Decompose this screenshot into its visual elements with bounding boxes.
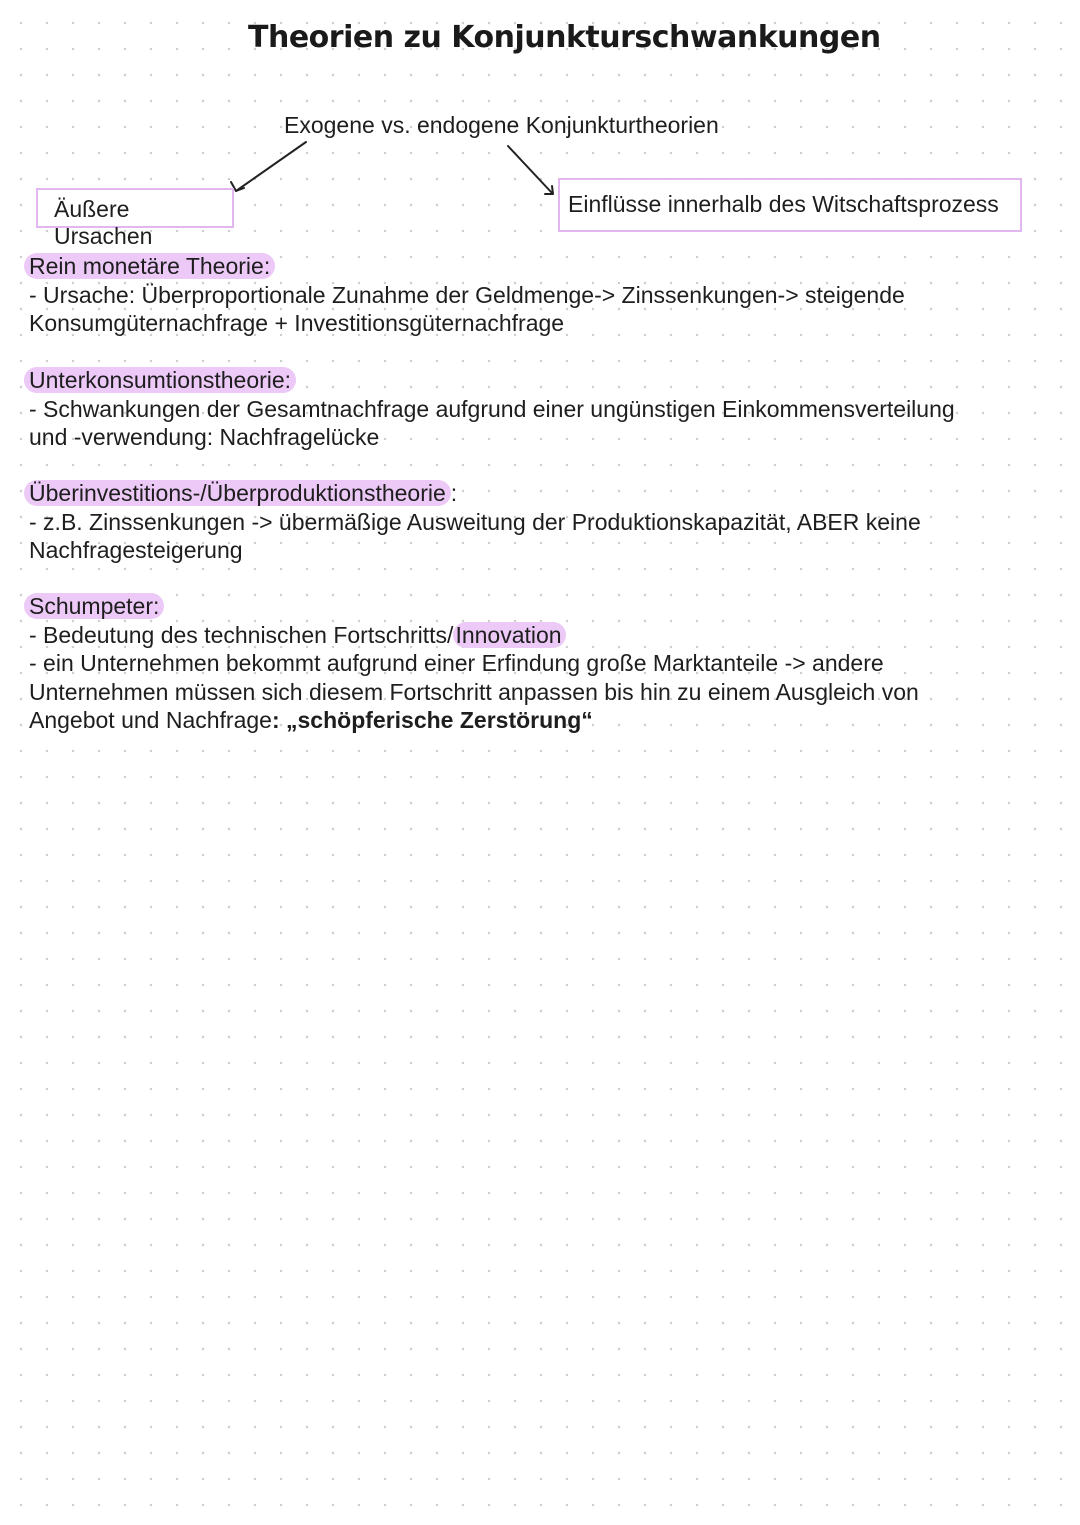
section-line: - Schwankungen der Gesamtnachfrage aufgrund einer ungünstigen Einkommensverteilung xyxy=(29,395,955,422)
section-heading-suffix: : xyxy=(450,480,458,506)
section-line: - ein Unternehmen bekommt aufgrund einer Erfindung große Marktanteile -> andere xyxy=(29,650,884,676)
endogenous-box: Einflüsse innerhalb des Witschaftsprozess xyxy=(558,178,1022,232)
section-heading: Schumpeter: xyxy=(24,593,164,619)
section-overinvestment-theory xyxy=(29,479,921,565)
section-line: - Ursache: Überproportionale Zunahme der Geldmenge-> Zinssenkungen-> steigende xyxy=(29,281,905,308)
section-line: und -verwendung: Nachfragelücke xyxy=(29,424,380,450)
section-line: - Bedeutung des technischen Fortschritts/ xyxy=(29,621,454,648)
section-heading: Rein monetäre Theorie: xyxy=(24,253,275,279)
section-schumpeter xyxy=(29,592,919,735)
subtitle: Exogene vs. endogene Konjunkturtheorien xyxy=(284,112,719,138)
section-underconsumption-theory xyxy=(29,366,955,452)
section-heading: Überinvestitions-/Überproduktionstheorie xyxy=(24,480,451,506)
section-monetary-theory xyxy=(29,252,905,338)
section-line: - z.B. Zinssenkungen -> übermäßige Ausweitung der Produktionskapazität, ABER keine xyxy=(29,508,921,535)
page-title: Theorien zu Konjunkturschwankungen xyxy=(248,20,881,55)
section-line: Unternehmen müssen sich diesem Fortschritt anpassen bis hin zu einem Ausgleich von xyxy=(29,678,919,705)
section-line: Nachfragesteigerung xyxy=(29,537,243,563)
section-line: Angebot und Nachfrage xyxy=(29,707,272,733)
section-heading: Unterkonsumtionstheorie: xyxy=(24,367,296,393)
arrow-left xyxy=(236,142,306,191)
section-line: Konsumgüternachfrage + Investitionsgüternachfrage xyxy=(29,310,565,336)
highlight-innovation: Innovation xyxy=(453,622,565,648)
bold-term: : „schöpferische Zerstörung“ xyxy=(271,707,593,733)
arrow-right xyxy=(508,146,552,193)
exogenous-box: Äußere Ursachen xyxy=(36,188,234,228)
